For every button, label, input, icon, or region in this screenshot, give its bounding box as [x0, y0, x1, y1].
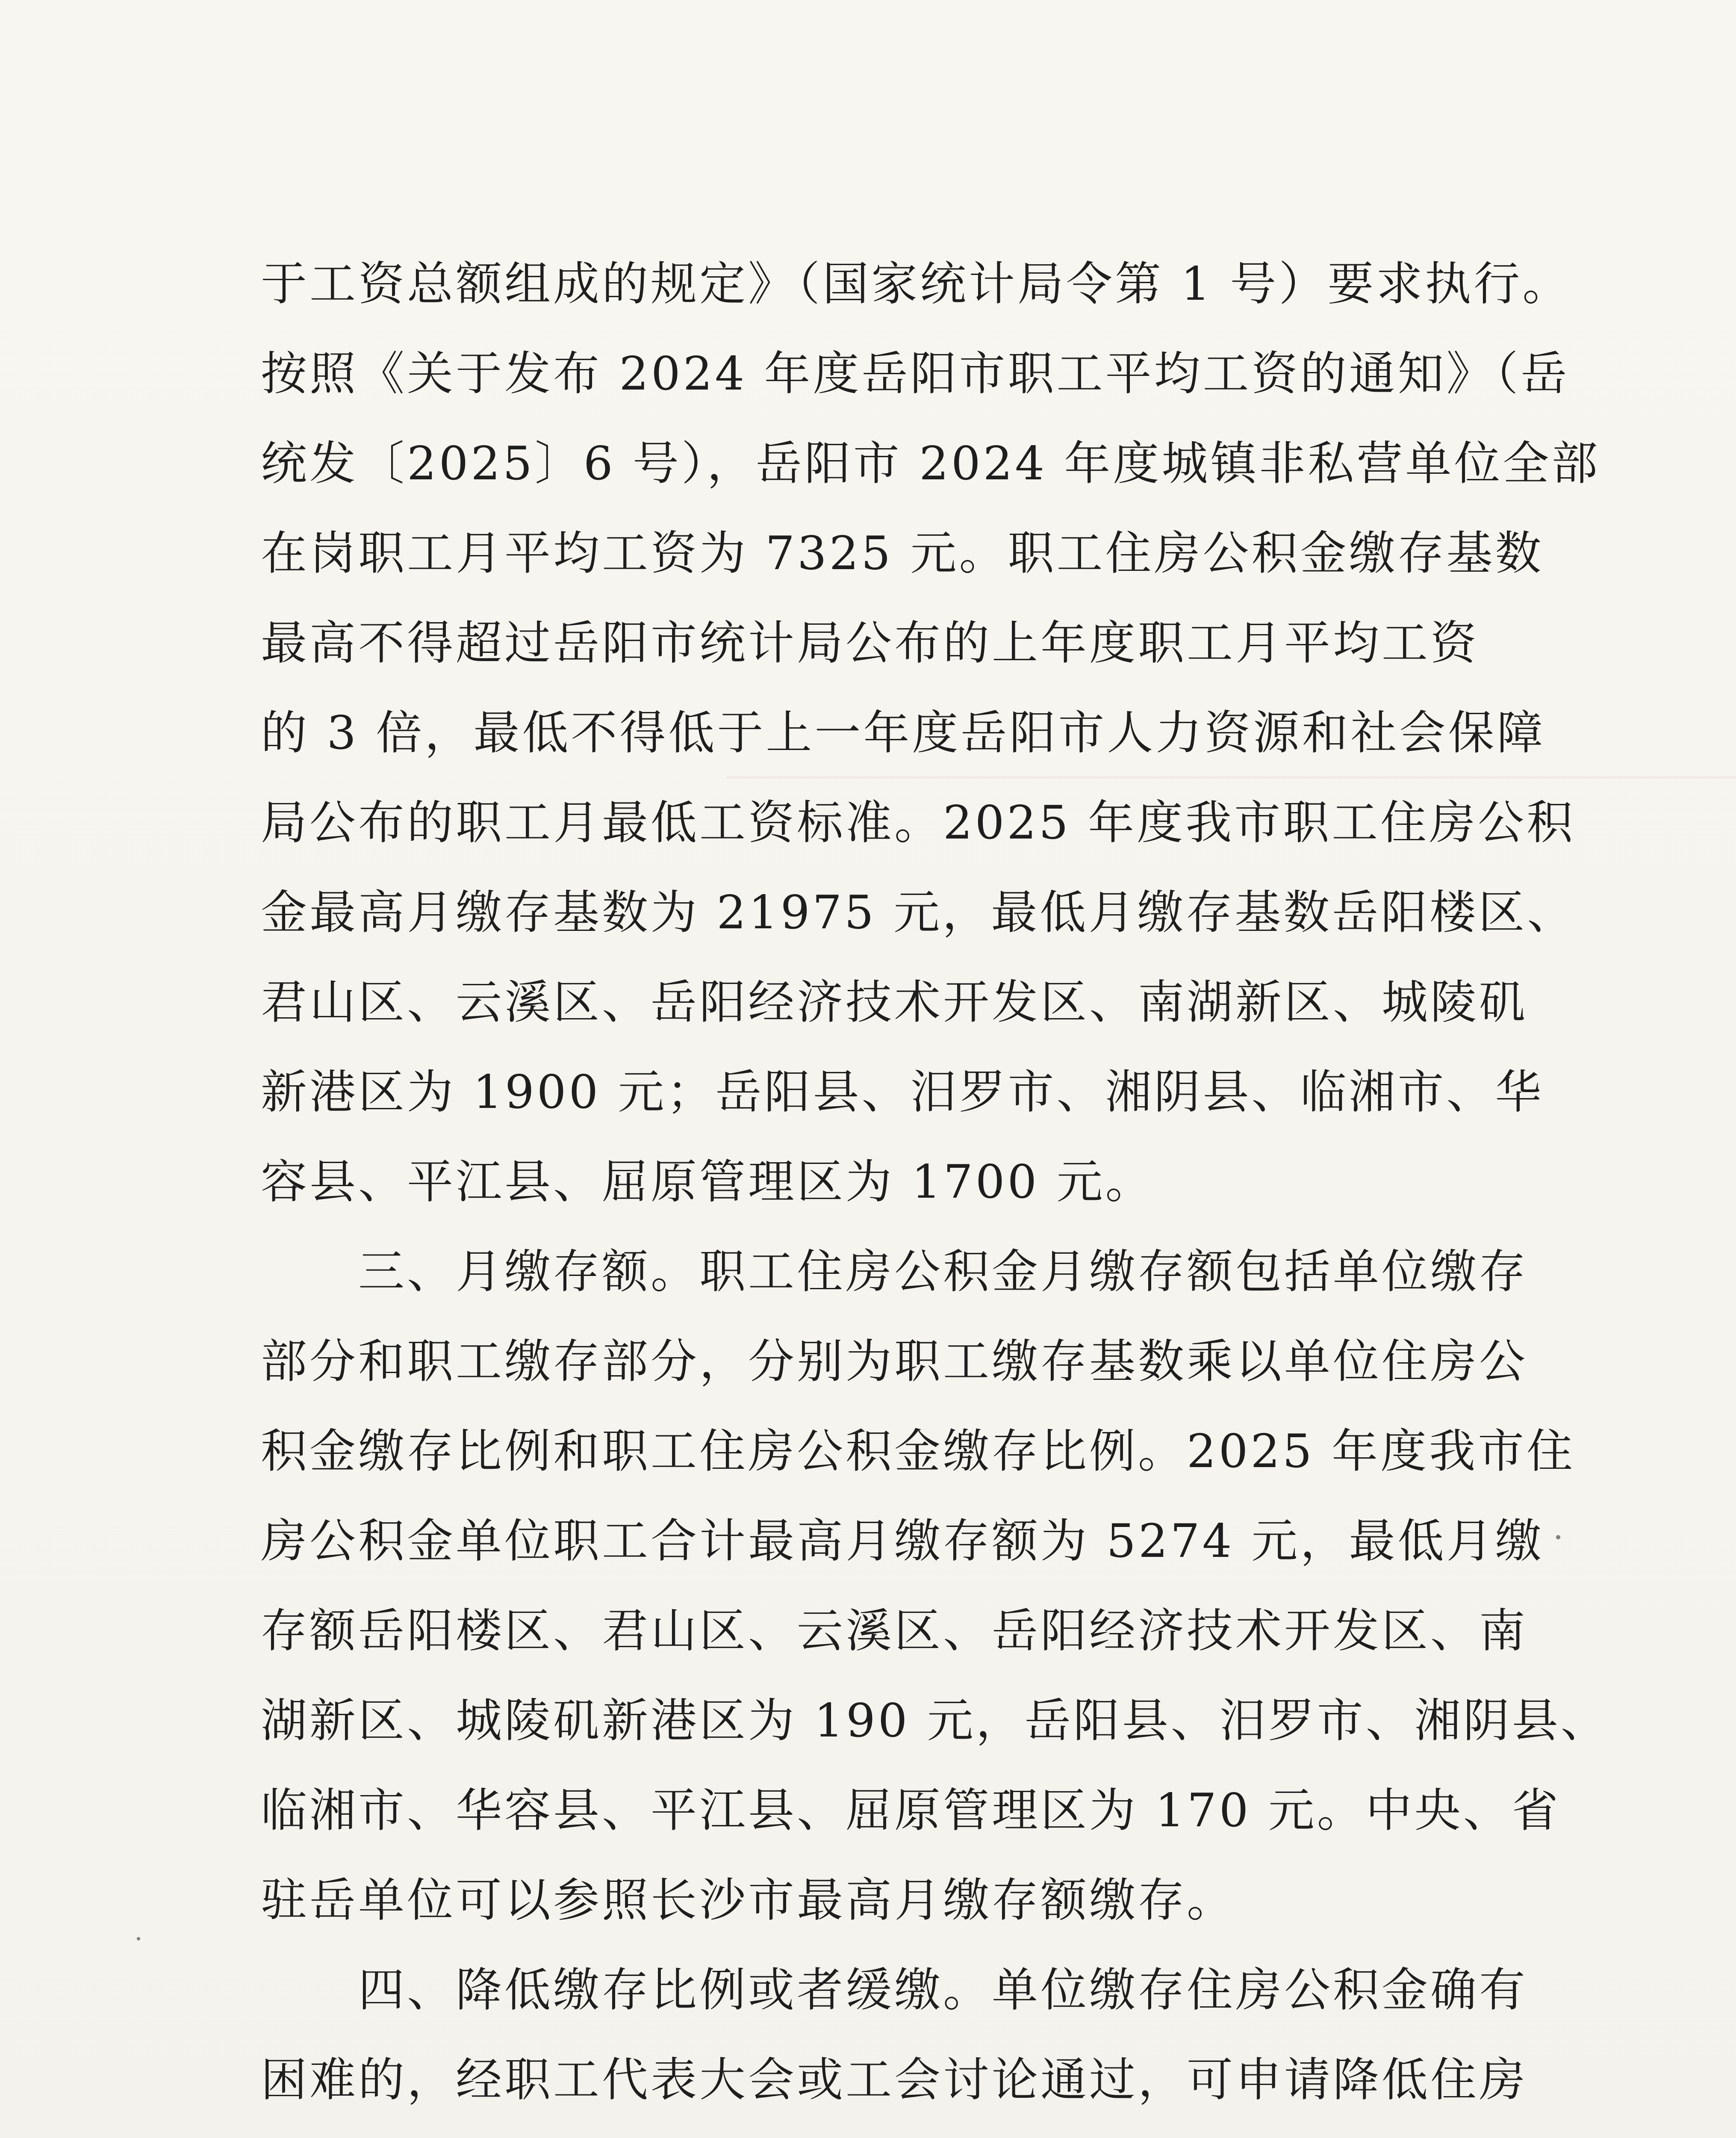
text-line: 统发〔2025〕6 号），岳阳市 2024 年度城镇非私营单位全部: [261, 437, 1600, 490]
text-line: 驻岳单位可以参照长沙市最高月缴存额缴存。: [261, 1874, 1236, 1927]
text-line: 积金缴存比例和职工住房公积金缴存比例。2025 年度我市住: [261, 1425, 1576, 1478]
text-line: 局公布的职工月最低工资标准。2025 年度我市职工住房公积: [261, 796, 1576, 850]
text-line: 临湘市、华容县、平江县、屈原管理区为 170 元。中央、省: [261, 1784, 1561, 1837]
text-line: 存额岳阳楼区、君山区、云溪区、岳阳经济技术开发区、南: [261, 1604, 1528, 1658]
text-line: 新港区为 1900 元；岳阳县、汨罗市、湘阴县、临湘市、华: [261, 1066, 1544, 1119]
text-line: 金最高月缴存基数为 21975 元，最低月缴存基数岳阳楼区、: [261, 886, 1576, 939]
text-line: 于工资总额组成的规定》（国家统计局令第 1 号）要求执行。: [261, 257, 1571, 311]
text-line: 君山区、云溪区、岳阳经济技术开发区、南湖新区、城陵矶: [261, 976, 1528, 1029]
text-line: 在岗职工月平均工资为 7325 元。职工住房公积金缴存基数: [261, 527, 1544, 580]
text-line: [261, 2125, 1453, 2138]
section-heading-line: 三、月缴存额。职工住房公积金月缴存额包括单位缴存: [358, 1245, 1528, 1299]
scan-speck: [137, 1937, 140, 1940]
text-line: 容县、平江县、屈原管理区为 1700 元。: [261, 1155, 1154, 1209]
scan-speck: [1556, 1535, 1560, 1539]
document-body: [261, 239, 1609, 2138]
text-line: 最高不得超过岳阳市统计局公布的上年度职工月平均工资: [261, 617, 1480, 670]
text-line: 房公积金单位职工合计最高月缴存额为 5274 元，最低月缴: [261, 1515, 1544, 1568]
text-line: 部分和职工缴存部分，分别为职工缴存基数乘以单位住房公: [261, 1335, 1528, 1388]
text-line: 按照《关于发布 2024 年度岳阳市职工平均工资的通知》（岳: [261, 347, 1570, 401]
text-line: 困难的，经职工代表大会或工会讨论通过，可申请降低住房: [261, 2053, 1528, 2107]
section-heading-line: 四、降低缴存比例或者缓缴。单位缴存住房公积金确有: [358, 1964, 1528, 2017]
text-line: 湖新区、城陵矶新港区为 190 元，岳阳县、汨罗市、湘阴县、: [261, 1694, 1609, 1748]
text-line: 的 3 倍，最低不得低于上一年度岳阳市人力资源和社会保障: [261, 706, 1546, 760]
